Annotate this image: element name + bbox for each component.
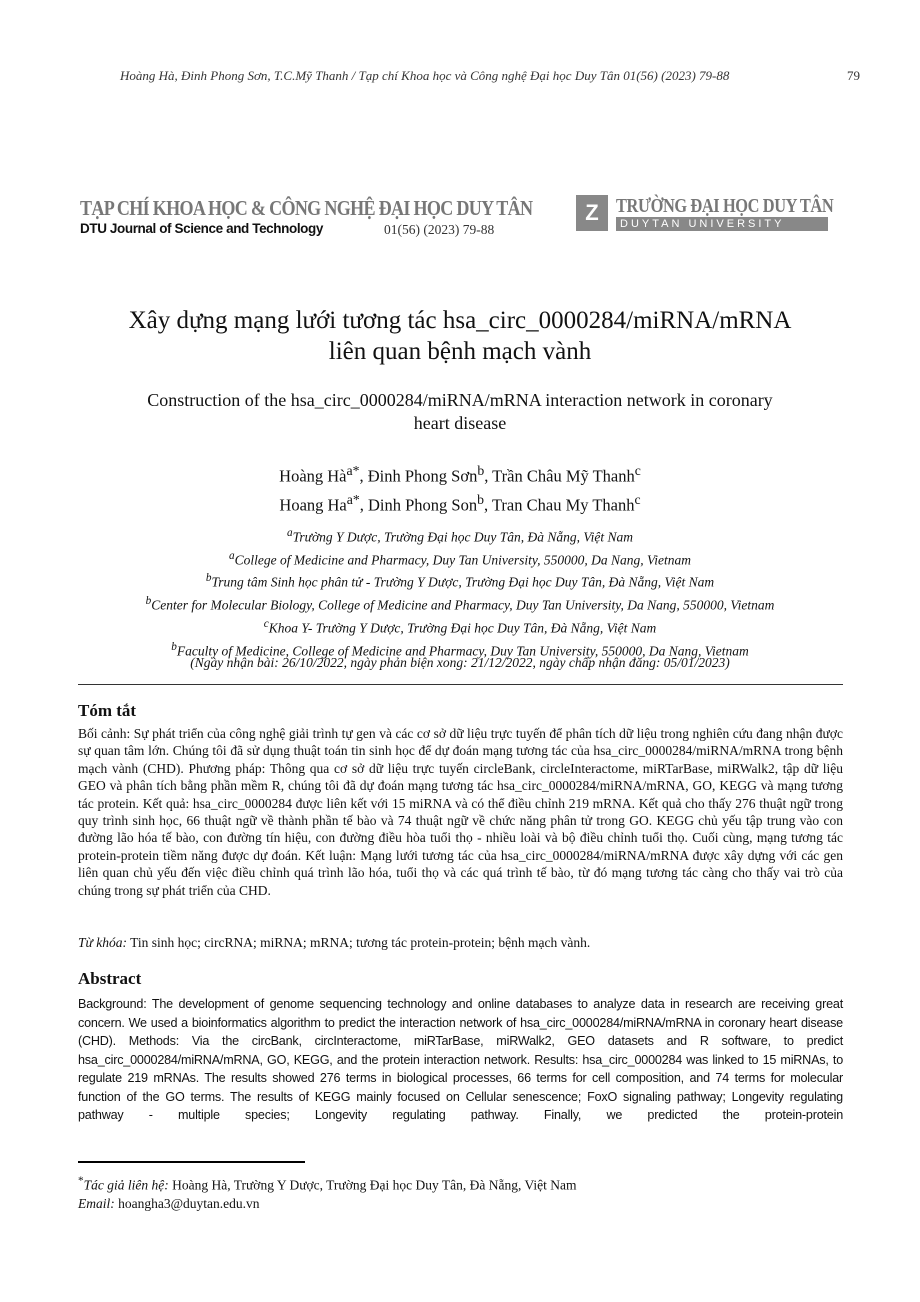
keywords-label: Từ khóa: bbox=[78, 935, 127, 950]
affiliation: $^c$Khoa Y- Trường Y Dược, Trường Đại học Duy Tân, Đà Nẵng, Việt Nam bbox=[263, 617, 657, 636]
author-sup: c bbox=[634, 491, 641, 507]
contact-text: Hoàng Hà, Trường Y Dược, Trường Đại học Duy Tân, Đà Nẵng, Việt Nam bbox=[172, 1177, 577, 1193]
title-en-line: Construction of the hsa_circ_0000284/miRNA/mRNA interaction network in coronary bbox=[147, 390, 773, 410]
footnote-marker: * bbox=[78, 1175, 84, 1187]
keywords bbox=[78, 934, 843, 951]
author-name: Đinh Phong Sơn bbox=[367, 466, 478, 486]
affiliation: $^a$Trường Y Dược, Trường Đại học Duy Tân, Đà Nẵng, Việt Nam bbox=[286, 527, 634, 545]
footnote-email bbox=[78, 1196, 260, 1212]
summary-heading: Tóm tắt bbox=[78, 701, 137, 720]
summary-body: Bối cảnh: Sự phát triển của công nghệ giải trình tự gen và các cơ sở dữ liệu trực tuyến để phân tích dữ liệu trong nghiên cứu đang nhận được sự quan tâm lớn. Chúng tôi đã sử dụng thuật toán tin sinh học để dự đoán mạng tương tác của hsa_circ_0000284/miRNA/mRNA trong bệnh mạch vành (CHD). Phương pháp: Thông qua cơ sở dữ liệu trực tuyến circleBank, circleInteractome, miRTarBase, miRWalk2, tập dữ liệu GEO và phân tích bằng phần mềm R, chúng tôi đã dự đoán mạng tương tác hsa_circ_0000284/miRNA/mRNA, GO, KEGG và mạng tương tác protein. Kết quả: hsa_circ_0000284 được liên kết với 15 miRNA và có thể điều chỉnh 219 mRNA. Kết quả cho thấy 276 thuật ngữ trong quy trình sinh học, 66 thuật ngữ về thành phần tế bào và 74 thuật ngữ về chức năng phân tử trong GO. KEGG chủ yếu tập trung vào con đường lão hóa tế bào, con đường tín hiệu, con đường điều hòa tuổi thọ - nhiều loài và bộ điều chỉnh tuổi thọ. Cuối cùng, mạng tương tác protein-protein tiềm năng được dự đoán. Kết luận: Mạng lưới tương tác của hsa_circ_0000284/miRNA/mRNA được xây dựng với các gen liên quan chủ yếu đến việc điều chỉnh quá trình lão hóa, tuổi thọ và các quá trình tế bào, từ đó mạng tương tác càng cho thấy vai trò của chúng trong sự phát triển của CHD. bbox=[78, 726, 843, 898]
university-name-en: DUYTAN UNIVERSITY bbox=[616, 217, 828, 231]
author-name: Tran Chau My Thanh bbox=[491, 495, 635, 514]
divider bbox=[78, 684, 843, 685]
title-vi-line: Xây dựng mạng lưới tương tác hsa_circ_0000284/miRNA/mRNA bbox=[128, 307, 792, 334]
author-name: Trần Châu Mỹ Thanh bbox=[492, 466, 635, 486]
authors bbox=[60, 459, 860, 516]
university-logo bbox=[576, 195, 881, 231]
affiliations bbox=[60, 524, 860, 660]
author-sup: a* bbox=[346, 491, 360, 507]
running-header bbox=[120, 68, 860, 84]
affiliation: $^a$College of Medicine and Pharmacy, Duy Tan University, 550000, Da Nang, Vietnam bbox=[229, 549, 691, 568]
title-vi-line: liên quan bệnh mạch vành bbox=[328, 338, 592, 365]
journal-title: TẠP CHÍ KHOA HỌC & CÔNG NGHỆ ĐẠI HỌC DUY TÂN bbox=[80, 196, 533, 220]
author-sup: c bbox=[634, 463, 641, 478]
article-title-vi bbox=[60, 305, 860, 367]
journal-subtitle: DTU Journal of Science and Technology bbox=[80, 221, 323, 236]
university-logo-icon: Z bbox=[576, 195, 608, 231]
footnote-rule bbox=[78, 1161, 305, 1163]
authors-vi: Hoàng $Hà^{a*}$, Đinh Phong Sơn$^b$, Trần Châu Mỹ Thanh$^c$ bbox=[279, 463, 641, 486]
keywords-text: Tin sinh học; circRNA; miRNA; mRNA; tương tác protein-protein; bệnh mạch vành. bbox=[130, 935, 591, 950]
author-name: Dinh Phong Son bbox=[368, 495, 478, 514]
submission-dates: (Ngày nhận bài: 26/10/2022, ngày phản biện xong: 21/12/2022, ngày chấp nhận đăng: 05/01/2023) bbox=[190, 655, 730, 670]
authors-en: Hoang $Ha^{a*}$, Dinh Phong Son$^b$, Tran Chau My Thanh$^c$ bbox=[279, 491, 641, 514]
contact-label: Tác giả liên hệ: bbox=[83, 1177, 169, 1193]
abstract-body: Background: The development of genome sequencing technology and online databases to analyze data in research are receiving great concern. We used a bioinformatics algorithm to predict the interaction network of hsa_circ_0000284/miRNA/mRNA in coronary heart disease (CHD). Methods: Via the circBank, circInteractome, miRTarBase, miRWalk2, GEO datasets and R software, to predict hsa_circ_0000284/miRNA/mRNA, GO, KEGG, and the protein interaction network. Results: hsa_circ_0000284 was linked to 15 miRNAs, to regulate 219 mRNAs. The results showed 276 terms in biological processes, 66 terms for cell composition, and 74 terms for molecular function of the GO terms. The results of KEGG mainly focused on Cellular senescence; FoxO signaling pathway; Longevity regulating pathway - multiple species; Longevity regulating pathway. Finally, we predicted the protein-protein bbox=[78, 997, 843, 1122]
article-title-en bbox=[60, 389, 860, 435]
affiliation: $^b$Trung tâm Sinh học phân tử - Trường Y Dược, Trường Đại học Duy Tân, Đà Nẵng, Việt Nam bbox=[205, 572, 715, 590]
author-name: Hoang Ha bbox=[279, 495, 347, 514]
university-name-vi: TRƯỜNG ĐẠI HỌC DUY TÂN bbox=[616, 195, 834, 217]
page-number: 79 bbox=[847, 68, 860, 83]
affiliation: $^b$Faculty of Medicine, College of Medicine and Pharmacy, Duy Tan University, 550000, Da Nang, Vietnam bbox=[171, 640, 749, 659]
email-text[interactable]: hoangha3@duytan.edu.vn bbox=[118, 1196, 260, 1211]
journal-volume: 01(56) (2023) 79-88 bbox=[384, 222, 495, 237]
title-en-line: heart disease bbox=[413, 413, 507, 433]
affiliation: $^b$Center for Molecular Biology, College of Medicine and Pharmacy, Duy Tan University, Da Nang, 550000, Vietnam bbox=[145, 595, 775, 613]
email-label: Email: bbox=[78, 1196, 115, 1211]
author-sup: a* bbox=[346, 463, 360, 478]
author-sup: b bbox=[477, 463, 485, 478]
abstract-heading: Abstract bbox=[78, 969, 142, 988]
footnote-contact bbox=[78, 1175, 577, 1194]
running-header-text: Hoàng Hà, Đinh Phong Sơn, T.C.Mỹ Thanh / Tạp chí Khoa học và Công nghệ Đại học Duy Tân 01(56) (2023) 79-88 bbox=[120, 68, 730, 83]
author-name: Hoàng Hà bbox=[279, 466, 347, 486]
author-sup: b bbox=[477, 491, 484, 507]
